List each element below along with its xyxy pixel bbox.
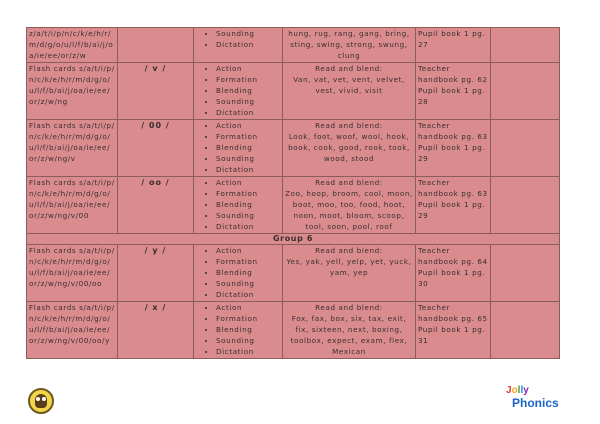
brand-bottom: Phonics: [512, 396, 559, 410]
table-row: [27, 119, 560, 176]
activity-item: • Formation: [216, 74, 280, 85]
activities-cell: [194, 176, 283, 233]
words-heading: Read and blend:: [315, 63, 383, 73]
words-list: Fox, fax, box, six, tax, exit, fix, sixteen, next, boxing, toolbox, expect, exam, flex, Mexican: [290, 313, 408, 357]
activity-item: • Formation: [216, 188, 280, 199]
activity-item: • Formation: [216, 256, 280, 267]
words-list: Yes, yak, yell, yelp, yet, yuck, yam, yep: [286, 256, 412, 278]
activities-cell: [194, 62, 283, 119]
activity-item: • Blending: [216, 267, 280, 278]
activity-item: • Formation: [216, 131, 280, 142]
table-row: [27, 62, 560, 119]
references-cell: Teacher handbook pg. 62 Pupil book 1 pg. 28: [416, 62, 491, 119]
group-row: [27, 233, 560, 244]
activity-item: • Sounding: [216, 153, 280, 164]
activities-list: [196, 302, 280, 358]
words-list: hung, rug, rang, gang, bring, sting, swing, strong, swung, clung: [288, 29, 410, 61]
activity-item: • Action: [216, 63, 280, 74]
sound-letter-cell: / oo /: [118, 176, 194, 233]
sounds-cell: z/a/t/i/p/n/c/k/e/h/r/m/d/g/o/u/l/f/b/ai/j/oa/ie/ee/or/z/w: [27, 28, 118, 63]
activity-item: • Dictation: [216, 221, 280, 232]
words-heading: Read and blend:: [315, 302, 383, 312]
activities-cell: [194, 119, 283, 176]
words-cell: [283, 176, 416, 233]
activity-item: • Dictation: [216, 107, 280, 118]
table-row: [27, 28, 560, 63]
activities-cell: [194, 244, 283, 301]
jolly-phonics-logo: [506, 385, 566, 415]
references-cell: Teacher handbook pg. 64 Pupil book 1 pg. 30: [416, 244, 491, 301]
sounds-cell: Flash cards s/a/t/i/p/n/c/k/e/h/r/m/d/g/o/u/l/f/b/ai/j/oa/ie/ee/or/z/w/ng/v/00/oo/y: [27, 301, 118, 358]
activity-item: • Blending: [216, 142, 280, 153]
words-list: Zoo, hoop, broom, cool, moon, boot, moo, too, food, hoot, noon, moot, bloom, scoop, tool, soon, pool, roof: [285, 188, 413, 232]
notes-cell: [491, 301, 560, 358]
activity-item: • Blending: [216, 324, 280, 335]
activities-list: [196, 63, 280, 119]
table-row: [27, 176, 560, 233]
sound-letter-cell: / 00 /: [118, 119, 194, 176]
lesson-plan-table-container: [26, 27, 559, 359]
school-crest-logo: [28, 388, 54, 414]
sound-letter-cell: / y /: [118, 244, 194, 301]
activity-item: • Formation: [216, 313, 280, 324]
references-cell: Teacher handbook pg. 65 Pupil book 1 pg. 31: [416, 301, 491, 358]
activities-list: [196, 28, 280, 50]
activity-item: • Action: [216, 177, 280, 188]
activity-item: • Dictation: [216, 39, 280, 50]
activity-item: • Sounding: [216, 278, 280, 289]
activities-list: [196, 245, 280, 301]
activity-item: • Dictation: [216, 164, 280, 175]
table-row: [27, 301, 560, 358]
activities-cell: [194, 28, 283, 63]
brand-top: Jolly: [506, 385, 529, 396]
sounds-cell: Flash cards s/a/t/i/p/n/c/k/e/h/r/m/d/g/o/u/l/f/b/ai/j/oa/ie/ee/or/z/w/ng/v: [27, 119, 118, 176]
references-cell: Pupil book 1 pg. 27: [416, 28, 491, 63]
activity-item: • Sounding: [216, 28, 280, 39]
notes-cell: [491, 176, 560, 233]
notes-cell: [491, 62, 560, 119]
activities-list: [196, 177, 280, 233]
sounds-cell: Flash cards s/a/t/i/p/n/c/k/e/h/r/m/d/g/o/u/l/f/b/ai/j/oa/ie/ee/or/z/w/ng/v/00/oo: [27, 244, 118, 301]
words-heading: Read and blend:: [315, 245, 383, 255]
owl-icon: [35, 394, 47, 408]
activity-item: • Sounding: [216, 335, 280, 346]
sound-letter-cell: [118, 28, 194, 63]
notes-cell: [491, 119, 560, 176]
activity-item: • Action: [216, 245, 280, 256]
notes-cell: [491, 244, 560, 301]
words-cell: [283, 62, 416, 119]
references-cell: Teacher handbook pg. 63 Pupil book 1 pg. 29: [416, 119, 491, 176]
references-cell: Teacher handbook pg. 63 Pupil book 1 pg. 29: [416, 176, 491, 233]
sound-letter-cell: / v /: [118, 62, 194, 119]
activities-cell: [194, 301, 283, 358]
notes-cell: [491, 28, 560, 63]
words-cell: [283, 244, 416, 301]
activity-item: • Sounding: [216, 96, 280, 107]
activity-item: • Action: [216, 302, 280, 313]
table-row: [27, 244, 560, 301]
words-cell: [283, 301, 416, 358]
activity-item: • Sounding: [216, 210, 280, 221]
activity-item: • Blending: [216, 199, 280, 210]
words-cell: [283, 28, 416, 63]
words-heading: Read and blend:: [315, 177, 383, 187]
lesson-plan-table: [26, 27, 560, 359]
sounds-cell: Flash cards s/a/t/i/p/n/c/k/e/h/r/m/d/g/o/u/l/f/b/ai/j/oa/ie/ee/or/z/w/ng: [27, 62, 118, 119]
activity-item: • Blending: [216, 85, 280, 96]
words-cell: [283, 119, 416, 176]
sound-letter-cell: / x /: [118, 301, 194, 358]
activity-item: • Dictation: [216, 346, 280, 357]
activity-item: • Action: [216, 120, 280, 131]
words-list: Look, foot, woof, wool, hook, book, cook, good, rook, took, wood, stood: [288, 131, 410, 164]
activities-list: [196, 120, 280, 176]
words-heading: Read and blend:: [315, 120, 383, 130]
group-label: Group 6: [27, 233, 560, 244]
sounds-cell: Flash cards s/a/t/i/p/n/c/k/e/h/r/m/d/g/o/u/l/f/b/ai/j/oa/ie/ee/or/z/w/ng/v/00: [27, 176, 118, 233]
words-list: Van, vat, vet, vent, velvet, vest, vivid, visit: [293, 74, 405, 96]
activity-item: • Dictation: [216, 289, 280, 300]
